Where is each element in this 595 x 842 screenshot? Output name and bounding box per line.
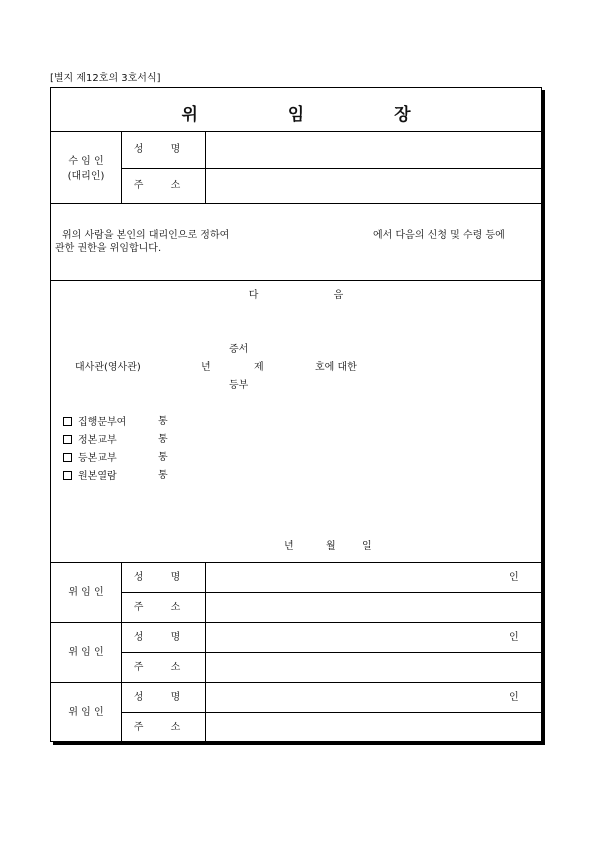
delegate-name-label: 성 명 [133, 144, 193, 155]
checkbox-icon[interactable] [63, 471, 72, 480]
delegator-2-label: 위 임 인 [68, 647, 104, 658]
delegator-2-name-label: 성 명 [133, 632, 193, 643]
divider-delegator3-row [121, 712, 542, 713]
frame-shadow-right [542, 90, 545, 745]
divider-delegate-row [121, 168, 542, 169]
request-item-1-unit: 통 [158, 416, 168, 427]
date-year: 년 [284, 541, 294, 552]
date-month: 월 [326, 541, 336, 552]
divider-statement [50, 280, 542, 281]
request-item-2-unit: 통 [158, 434, 168, 445]
delegator-1-name-label: 성 명 [133, 572, 193, 583]
divider-delegator2-row [121, 652, 542, 653]
request-item-3-unit: 통 [158, 452, 168, 463]
form-number: [별지 제12호의 3호서식] [50, 73, 161, 84]
statement-line2: 관한 권한을 위임합니다. [55, 243, 162, 254]
delegator-2-address-label: 주 소 [133, 662, 193, 673]
request-item-3: 등본교부 [63, 453, 117, 464]
divider-title [50, 131, 542, 132]
delegator-3-address-label: 주 소 [133, 722, 193, 733]
delegate-sublabel: (대리인) [67, 171, 105, 182]
number-suffix: 호에 대한 [315, 362, 357, 373]
delegator-3-label: 위 임 인 [68, 707, 104, 718]
details-heading: 다 음 [248, 290, 380, 301]
statement-line1-part2: 에서 다음의 신청 및 수령 등에 [373, 230, 505, 241]
divider-delegate [50, 203, 542, 204]
year-label: 년 [201, 362, 211, 373]
col-divider-delegate-b [205, 131, 206, 203]
checkbox-icon[interactable] [63, 435, 72, 444]
delegate-label: 수 임 인 [68, 156, 104, 167]
request-item-1: 집행문부여 [63, 417, 126, 428]
checkbox-icon[interactable] [63, 453, 72, 462]
doc-type-top: 증서 [229, 344, 249, 355]
date-day: 일 [362, 541, 372, 552]
divider-details [50, 562, 542, 563]
divider-delegator1 [50, 622, 542, 623]
col-divider-delegate-a [121, 131, 122, 203]
delegator-1-seal: 인 [509, 572, 519, 583]
doc-type-bottom: 등부 [229, 380, 249, 391]
document-title: 위 임 장 [181, 105, 453, 125]
col-divider-delegators-b [205, 562, 206, 742]
checkbox-icon[interactable] [63, 417, 72, 426]
divider-delegator2 [50, 682, 542, 683]
delegator-1-label: 위 임 인 [68, 587, 104, 598]
delegator-2-seal: 인 [509, 632, 519, 643]
request-item-2: 정본교부 [63, 435, 117, 446]
delegate-address-label: 주 소 [133, 180, 193, 191]
statement-line1-part1: 위의 사람을 본인의 대리인으로 정하여 [62, 230, 230, 241]
delegator-3-seal: 인 [509, 692, 519, 703]
delegator-3-name-label: 성 명 [133, 692, 193, 703]
embassy-label: 대사관(영사관) [75, 362, 141, 373]
request-item-4: 원본열람 [63, 471, 117, 482]
request-item-4-unit: 통 [158, 470, 168, 481]
col-divider-delegators-a [121, 562, 122, 742]
delegator-1-address-label: 주 소 [133, 602, 193, 613]
number-prefix: 제 [254, 362, 264, 373]
frame-shadow-bottom [53, 742, 545, 745]
form-frame [50, 87, 542, 742]
divider-delegator1-row [121, 592, 542, 593]
